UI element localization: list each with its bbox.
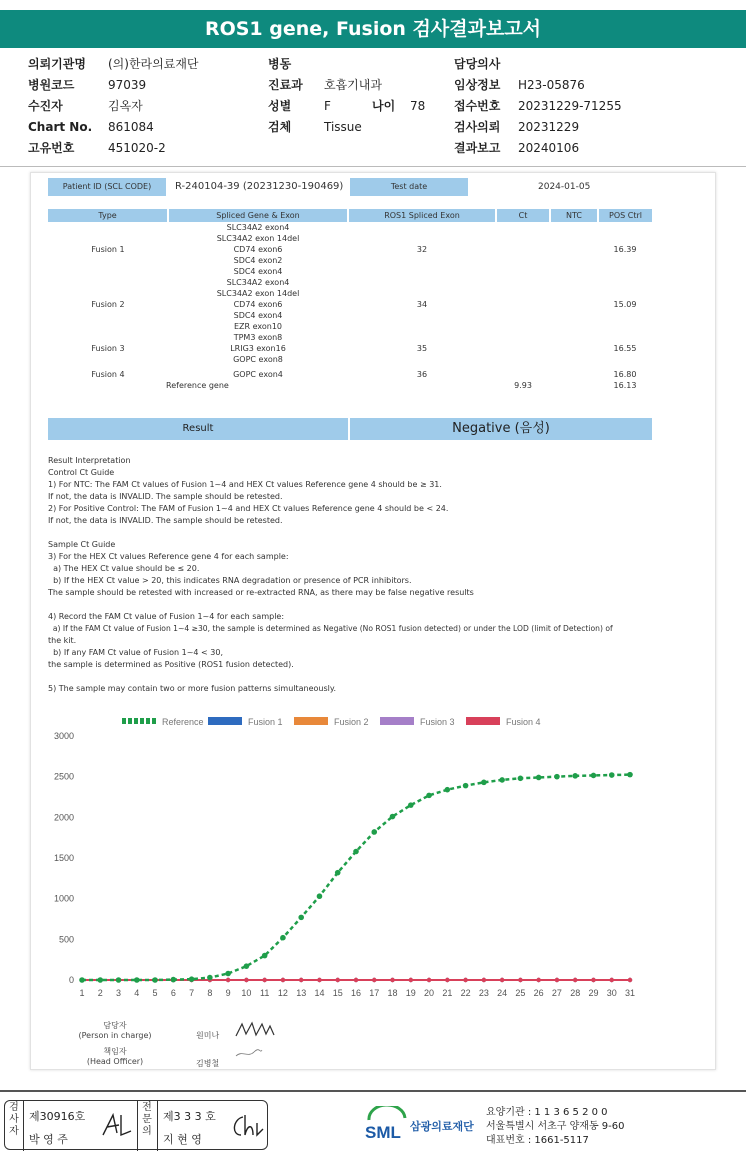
head-signature-icon [234, 1046, 264, 1060]
data-point [427, 978, 431, 982]
x-tick-label: 9 [225, 988, 231, 998]
reference-ntc [550, 380, 598, 391]
patient-id-label: Patient ID (SCL CODE) [48, 178, 166, 196]
fusion-genes [168, 365, 348, 380]
agency-code: 요양기관 : 1 1 3 6 5 2 0 0 [486, 1107, 608, 1118]
ros1-exon: 32 [416, 245, 428, 254]
x-tick-label: 8 [207, 988, 213, 998]
info-column-3 [454, 54, 622, 159]
footer [0, 1090, 746, 1161]
ct-value [496, 332, 550, 365]
interp-line: The sample should be retested with increased or re-extracted RNA, as there may be false negative results [48, 588, 474, 597]
data-point [97, 977, 103, 983]
sml-logo-icon [365, 1106, 409, 1146]
x-tick-label: 19 [405, 988, 416, 998]
x-tick-label: 1 [79, 988, 85, 998]
gene-line: SDC4 exon4 [233, 311, 283, 320]
result-value: Negative (음성) [350, 418, 652, 440]
data-point [536, 978, 540, 982]
inspector-signature-icon [99, 1111, 133, 1141]
fusion-type: Fusion 1 [91, 245, 125, 254]
header-genes: Spliced Gene & Exon [168, 209, 348, 222]
table-row [48, 332, 652, 365]
info-value: 861084 [108, 120, 154, 134]
data-point [189, 976, 195, 982]
interp-line: 3) For the HEX Ct values Reference gene 4 for each sample: [48, 552, 289, 561]
data-point [408, 802, 414, 808]
info-label: 나이 [372, 99, 396, 113]
data-point [445, 787, 451, 793]
fusion-type: Fusion 3 [91, 344, 125, 353]
y-tick-label: 2000 [53, 812, 74, 823]
reference-row [48, 380, 652, 391]
data-point [481, 780, 487, 786]
ct-value [496, 365, 550, 380]
info-label: 검체 [268, 120, 292, 134]
ntc-value [550, 277, 598, 332]
x-tick-label: 11 [259, 988, 270, 998]
data-point [628, 978, 632, 982]
interp-line: 1) For NTC: The FAM Ct values of Fusion 1~4 and HEX Ct values Reference gene 4 should be ≥ 31. [48, 480, 442, 489]
head-en: (Head Officer) [86, 1057, 144, 1066]
interp-line: 5) The sample may contain two or more fusion patterns simultaneously. [48, 684, 337, 693]
amplification-chart [48, 708, 648, 1003]
info-value: H23-05876 [518, 78, 585, 92]
head-name: 김병철 [196, 1059, 220, 1068]
data-point [518, 978, 522, 982]
info-label: 병동 [268, 57, 292, 71]
address: 서울특별시 서초구 양재동 9-60 [486, 1121, 625, 1132]
y-tick-label: 500 [58, 934, 74, 945]
gene-line: TPM3 exon8 [233, 333, 283, 342]
logo-short: SML [365, 1123, 401, 1142]
result-label: Result [48, 418, 348, 440]
info-value: Tissue [324, 120, 362, 134]
data-point [171, 977, 177, 983]
data-point [244, 978, 248, 982]
data-point [79, 977, 85, 983]
interp-line: a) The HEX Ct value should be ≤ 20. [48, 564, 200, 573]
legend-swatch [380, 717, 414, 725]
info-label: 고유번호 [28, 141, 75, 155]
data-point [116, 977, 122, 983]
test-date-value: 2024-01-05 [538, 182, 591, 192]
data-point [262, 953, 268, 959]
patient-id-value: R-240104-39 (20231230-190469) [175, 181, 344, 192]
gene-line: SLC34A2 exon 14del [216, 289, 300, 298]
info-value: 호흡기내과 [324, 78, 382, 92]
info-label: 성별 [268, 99, 292, 113]
ntc-value [550, 332, 598, 365]
gene-line: LRIG3 exon16 [230, 344, 286, 353]
data-point [609, 772, 615, 778]
report-title: ROS1 gene, Fusion 검사결과보고서 [0, 10, 746, 48]
interp-line: the kit. [48, 636, 77, 645]
data-point [536, 775, 542, 781]
x-tick-label: 29 [588, 988, 599, 998]
interp-line: If not, the data is INVALID. The sample should be retested. [48, 516, 283, 525]
table-row [48, 365, 652, 380]
pos-ctrl-value: 16.80 [613, 370, 637, 379]
x-tick-label: 20 [424, 988, 435, 998]
ros1-exon: 34 [416, 300, 428, 309]
specialist-label: 전문의 [142, 1102, 152, 1137]
data-point [299, 978, 303, 982]
gene-line: SDC4 exon4 [233, 267, 283, 276]
interp-line: 4) Record the FAM Ct value of Fusion 1~4 for each sample: [48, 612, 285, 621]
interp-line: b) If any FAM Ct value of Fusion 1~4 < 30, [48, 648, 224, 657]
head-officer [70, 1046, 160, 1066]
x-tick-label: 31 [624, 988, 636, 998]
data-point [244, 963, 250, 969]
x-tick-label: 25 [515, 988, 526, 998]
fusion-genes [168, 277, 348, 332]
person-en: (Person in charge) [78, 1031, 152, 1040]
info-value: (의)한라의료재단 [108, 57, 199, 71]
interpretation-text [48, 455, 658, 695]
fusion-type: Fusion 4 [91, 370, 125, 379]
specialist-signature-icon [229, 1111, 265, 1141]
fusion-type: Fusion 2 [91, 300, 125, 309]
x-tick-label: 2 [97, 988, 103, 998]
data-point [371, 829, 377, 835]
head-title: 책임자 [103, 1047, 127, 1056]
legend-label: Fusion 2 [334, 717, 369, 727]
info-label: 접수번호 [454, 99, 501, 113]
x-tick-label: 26 [533, 988, 544, 998]
reference-pos: 16.13 [613, 381, 637, 390]
legend-swatch [294, 717, 328, 725]
ct-value [496, 222, 550, 277]
legend-label: Fusion 1 [248, 717, 283, 727]
reference-ct: 9.93 [514, 381, 532, 390]
logo-name: 삼광의료재단 [410, 1120, 474, 1133]
person-title: 담당자 [103, 1021, 127, 1030]
data-point [555, 978, 559, 982]
fusion-genes [168, 222, 348, 277]
x-tick-label: 4 [134, 988, 140, 998]
reference-exon [348, 380, 496, 391]
data-point [591, 978, 595, 982]
interp-line: Result Interpretation [48, 456, 131, 465]
fusion-genes [168, 332, 348, 365]
data-point [281, 978, 285, 982]
ct-value [496, 277, 550, 332]
ros1-exon: 35 [416, 344, 428, 353]
gene-line: GOPC exon8 [233, 355, 283, 364]
info-value: 97039 [108, 78, 147, 92]
info-label: Chart No. [28, 120, 93, 134]
data-point [353, 849, 359, 855]
x-tick-label: 15 [332, 988, 343, 998]
data-point [262, 978, 266, 982]
info-divider [0, 166, 746, 167]
data-point [610, 978, 614, 982]
data-point [426, 793, 432, 799]
reference-label: Reference gene [166, 381, 229, 390]
y-tick-label: 1500 [53, 853, 74, 863]
x-tick-label: 30 [606, 988, 617, 998]
test-date-label: Test date [350, 178, 468, 196]
info-label: 의뢰기관명 [28, 57, 86, 71]
ros1-exon: 36 [416, 370, 428, 379]
x-tick-label: 12 [277, 988, 288, 998]
gene-line: SLC34A2 exon4 [226, 278, 290, 287]
x-tick-label: 27 [551, 988, 562, 998]
interp-line: Control Ct Guide [48, 468, 115, 477]
gene-line: GOPC exon4 [233, 370, 283, 379]
x-tick-label: 18 [387, 988, 398, 998]
x-tick-label: 13 [296, 988, 307, 998]
x-tick-label: 22 [460, 988, 471, 998]
info-label: 담당의사 [454, 57, 501, 71]
x-tick-label: 23 [478, 988, 489, 998]
y-tick-label: 2500 [53, 771, 74, 782]
pos-ctrl-value: 16.39 [613, 245, 637, 254]
gene-line: SDC4 exon2 [233, 256, 283, 265]
header-type: Type [48, 209, 168, 222]
info-value: 김옥자 [108, 99, 143, 113]
x-tick-label: 5 [152, 988, 158, 998]
certification-box [4, 1100, 268, 1150]
x-tick-label: 24 [497, 988, 508, 998]
interp-line: If not, the data is INVALID. The sample should be retested. [48, 492, 283, 501]
data-point [225, 971, 231, 977]
info-value: 451020-2 [108, 141, 166, 155]
data-point [226, 978, 230, 982]
info-value: 78 [410, 99, 426, 113]
patient-info [0, 54, 746, 166]
info-label: 병원코드 [28, 78, 75, 92]
data-point [152, 977, 158, 983]
specialist-number: 제3 3 3 호 [163, 1110, 216, 1123]
interp-line: b) If the HEX Ct value > 20, this indicates RNA degradation or presence of PCR inhibitors. [48, 576, 412, 585]
y-tick-label: 0 [68, 975, 74, 985]
data-point [372, 978, 376, 982]
specialist-name: 지 현 영 [163, 1133, 202, 1146]
data-point [482, 978, 486, 982]
series-line [82, 775, 630, 980]
data-point [298, 915, 304, 921]
inspector-name: 박 영 주 [29, 1133, 68, 1146]
data-point [463, 783, 469, 789]
header-ct: Ct [496, 209, 550, 222]
interp-line: Sample Ct Guide [48, 540, 116, 549]
pos-ctrl-value: 15.09 [613, 300, 637, 309]
x-tick-label: 14 [314, 988, 325, 998]
gene-line: EZR exon10 [233, 322, 283, 331]
y-tick-label: 3000 [53, 731, 74, 741]
data-point [317, 978, 321, 982]
x-tick-label: 17 [369, 988, 380, 998]
inspector-number: 제30916호 [29, 1110, 86, 1123]
data-point [463, 978, 467, 982]
legend-label: Fusion 4 [506, 717, 541, 727]
table-header-row [48, 209, 652, 222]
interp-line: the sample is determined as Positive (ROS1 fusion detected). [48, 660, 294, 669]
info-column-1 [28, 54, 199, 159]
pos-ctrl-value: 16.55 [613, 344, 637, 353]
x-tick-label: 16 [350, 988, 362, 998]
person-in-charge [70, 1020, 160, 1040]
ntc-value [550, 365, 598, 380]
table-row [48, 277, 652, 332]
data-point [518, 775, 524, 781]
legend-label: Fusion 3 [420, 717, 455, 727]
inspector-label: 검사자 [9, 1102, 19, 1137]
data-point [573, 978, 577, 982]
data-point [317, 893, 323, 899]
phone: 대표번호 : 1661-5117 [486, 1135, 589, 1146]
header-ntc: NTC [550, 209, 598, 222]
data-point [280, 935, 286, 941]
info-label: 진료과 [268, 78, 303, 92]
data-point [390, 814, 396, 820]
data-point [336, 978, 340, 982]
data-point [390, 978, 394, 982]
gene-line: SLC34A2 exon 14del [216, 234, 300, 243]
legend-swatch [208, 717, 242, 725]
data-point [554, 774, 560, 780]
table-row [48, 222, 652, 277]
x-tick-label: 10 [241, 988, 252, 998]
interp-line: a) If the FAM Ct value of Fusion 1~4 ≥30, the sample is determined as Negative (No ROS1 fusion detected) or under the LOD (limit of Detection) of [48, 624, 613, 633]
info-label: 임상정보 [454, 78, 501, 92]
legend-label: Reference [162, 717, 204, 727]
x-tick-label: 3 [116, 988, 122, 998]
data-point [627, 772, 633, 778]
organization-info [486, 1106, 625, 1148]
info-value: 20240106 [518, 141, 580, 155]
info-value: 20231229-71255 [518, 99, 622, 113]
data-point [335, 870, 341, 876]
info-value: F [324, 99, 331, 113]
gene-line: CD74 exon6 [233, 300, 283, 309]
data-point [572, 773, 578, 779]
x-tick-label: 7 [189, 988, 195, 998]
legend-swatch [466, 717, 500, 725]
result-table [48, 209, 652, 391]
header-exon: ROS1 Spliced Exon [348, 209, 496, 222]
person-name: 원미나 [196, 1031, 220, 1040]
header-pos: POS Ctrl [598, 209, 652, 222]
data-point [354, 978, 358, 982]
result-bar [48, 418, 652, 440]
data-point [499, 777, 505, 783]
gene-line: CD74 exon6 [233, 245, 283, 254]
gene-line: SLC34A2 exon4 [226, 223, 290, 232]
data-point [591, 773, 597, 779]
data-point [134, 977, 140, 983]
y-tick-label: 1000 [53, 893, 74, 904]
x-tick-label: 28 [570, 988, 581, 998]
data-point [409, 978, 413, 982]
x-tick-label: 21 [442, 988, 453, 998]
info-value: 20231229 [518, 120, 580, 134]
data-point [207, 975, 213, 981]
info-label: 결과보고 [454, 141, 501, 155]
info-label: 검사의뢰 [454, 120, 501, 134]
x-tick-label: 6 [170, 988, 176, 998]
data-point [445, 978, 449, 982]
info-label: 수진자 [28, 99, 63, 113]
info-column-2 [268, 54, 425, 138]
ntc-value [550, 222, 598, 277]
data-point [500, 978, 504, 982]
person-signature-icon [234, 1020, 278, 1040]
interp-line: 2) For Positive Control: The FAM of Fusion 1~4 and HEX Ct values Reference gene 4 should be < 24. [48, 504, 449, 513]
